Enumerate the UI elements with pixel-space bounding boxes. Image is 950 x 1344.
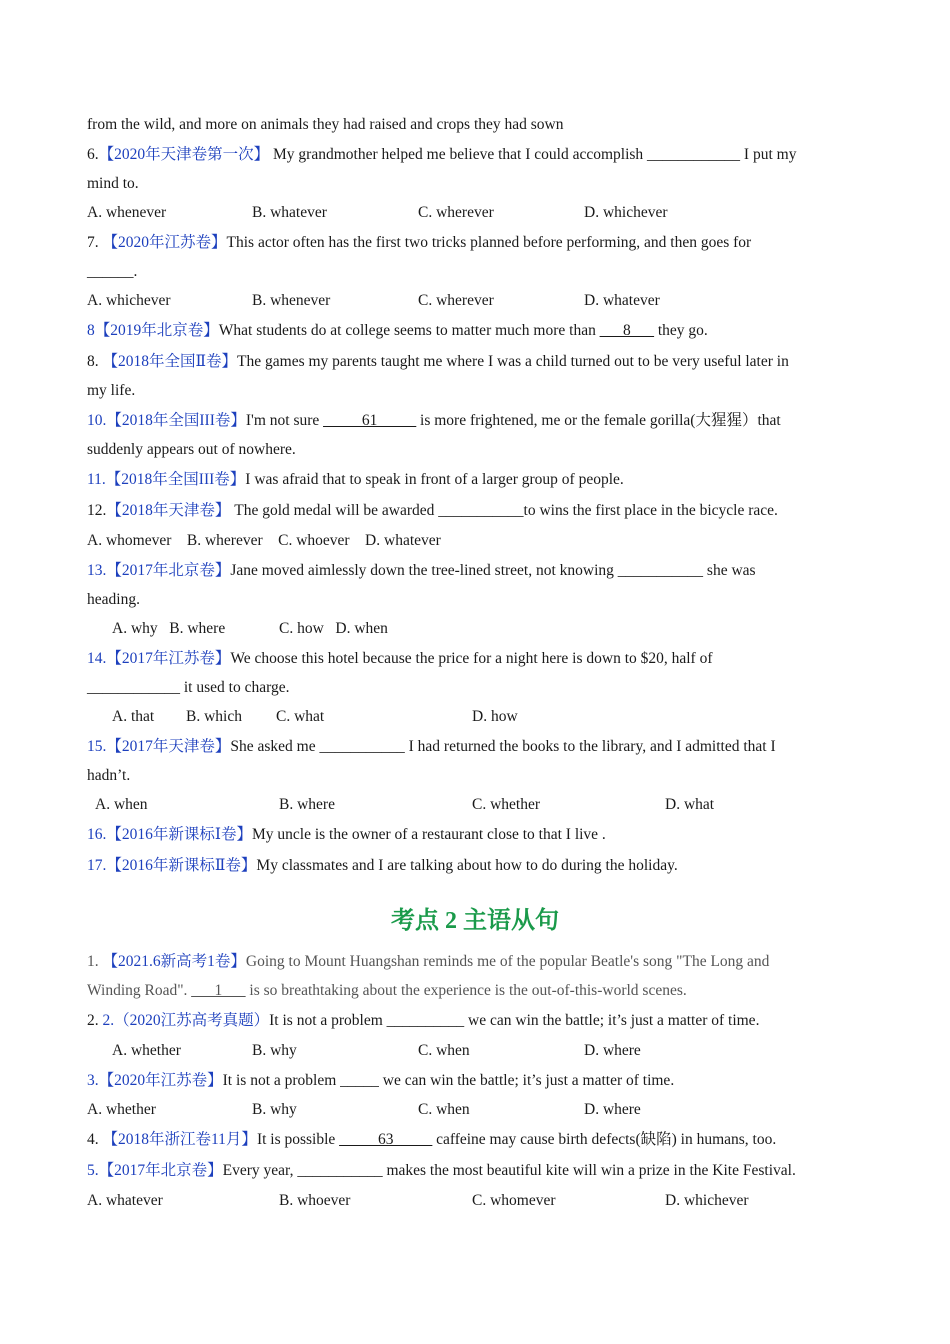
answer-blank: ___1___ xyxy=(191,982,246,999)
source-tag: 【2018年浙江卷11月】 xyxy=(102,1131,257,1148)
source-tag: 3.【2020年江苏卷】 xyxy=(87,1072,223,1089)
option-a: A. whether xyxy=(112,1042,181,1059)
source-tag: 【2018年天津卷】 xyxy=(106,502,231,519)
question-7: 7. 【2020年江苏卷】This actor often has the first two tricks planned before performing, and then goes for xyxy=(87,234,752,251)
option-d: D. where xyxy=(584,1101,641,1118)
question-8b-cont: my life. xyxy=(87,382,136,399)
option-c: C. wherever xyxy=(418,292,494,309)
source-tag: 17.【2016年新课标Ⅱ卷】 xyxy=(87,857,257,874)
section2-question-4: 4. 【2018年浙江卷11月】It is possible _____63_____ caffeine may cause birth defects(缺陷) in humans, too. xyxy=(87,1131,777,1148)
answer-blank: _____63_____ xyxy=(339,1131,433,1148)
option-d: D. how xyxy=(472,708,518,725)
source-tag: 5.【2017年北京卷】 xyxy=(87,1162,223,1179)
source-tag: 【2021.6新高考1卷】 xyxy=(102,953,246,970)
option-a: A. when xyxy=(95,796,148,813)
option-c: C. whomever xyxy=(472,1192,556,1209)
option-a: A. whenever xyxy=(87,204,167,221)
section-title: 考点 2 主语从句 xyxy=(391,908,559,934)
section2-question-5: 5.【2017年北京卷】Every year, ___________ makes the most beautiful kite will win a prize in the Kite Festival. xyxy=(87,1162,796,1179)
option-d: D. whichever xyxy=(584,204,668,221)
option-b: B. whenever xyxy=(252,292,331,309)
question-15: 15.【2017年天津卷】She asked me ___________ I had returned the books to the library, and I admitted that I xyxy=(87,738,776,755)
source-tag: 15.【2017年天津卷】 xyxy=(87,738,231,755)
option-a: A. that xyxy=(112,708,155,725)
question-14: 14.【2017年江苏卷】We choose this hotel because the price for a night here is down to $20, half of xyxy=(87,650,713,667)
question-6-cont: mind to. xyxy=(87,175,139,192)
answer-blank: _____61_____ xyxy=(323,412,417,429)
option-d: D. whichever xyxy=(665,1192,749,1209)
question-13-cont: heading. xyxy=(87,591,140,608)
question-6: 6.【2020年天津卷第一次】 My grandmother helped me believe that I could accomplish ____________ I put my xyxy=(87,146,797,163)
option-a: A. whichever xyxy=(87,292,171,309)
question-8b: 8. 【2018年全国Ⅱ卷】The games my parents taught me where I was a child turned out to be very useful later in xyxy=(87,353,789,370)
section2-question-3: 3.【2020年江苏卷】It is not a problem _____ we can win the battle; it’s just a matter of time. xyxy=(87,1072,675,1089)
option-c: C. what xyxy=(276,708,325,725)
continuation-line: from the wild, and more on animals they had raised and crops they had sown xyxy=(87,116,564,133)
option-ab: A. why B. where xyxy=(112,620,226,637)
question-8a: 8【2019年北京卷】What students do at college seems to matter much more than ___8___ they go. xyxy=(87,322,708,339)
option-b: B. which xyxy=(186,708,242,725)
source-tag: 【2020年天津卷第一次】 xyxy=(98,146,270,163)
source-tag: 8【2019年北京卷】 xyxy=(87,322,219,339)
option-c: C. when xyxy=(418,1042,470,1059)
option-d: D. where xyxy=(584,1042,641,1059)
option-d: D. whatever xyxy=(584,292,660,309)
question-11: 11.【2018年全国III卷】I was afraid that to speak in front of a larger group of people. xyxy=(87,471,624,488)
section2-question-1: 1. 【2021.6新高考1卷】Going to Mount Huangshan reminds me of the popular Beatle's song "The Long and xyxy=(87,953,770,970)
question-12: 12.【2018年天津卷】 The gold medal will be awarded ___________to wins the first place in the bicycle race. xyxy=(87,502,778,519)
source-tag: 16.【2016年新课标Ⅰ卷】 xyxy=(87,826,252,843)
option-d: D. what xyxy=(665,796,715,813)
option-b: B. where xyxy=(279,796,335,813)
option-c: C. whether xyxy=(472,796,541,813)
question-17: 17.【2016年新课标Ⅱ卷】My classmates and I are talking about how to do during the holiday. xyxy=(87,857,678,874)
option-b: B. why xyxy=(252,1042,297,1059)
option-c: C. when xyxy=(418,1101,470,1118)
question-14-cont: ____________ it used to charge. xyxy=(87,679,290,696)
source-tag: 14.【2017年江苏卷】 xyxy=(87,650,231,667)
option-a: A. whether xyxy=(87,1101,156,1118)
option-cd: C. how D. when xyxy=(279,620,388,637)
question-16: 16.【2016年新课标Ⅰ卷】My uncle is the owner of a restaurant close to that I live . xyxy=(87,826,606,843)
section2-question-2: 2. 2.（2020江苏高考真题）It is not a problem __________ we can win the battle; it’s just a matter of time. xyxy=(87,1012,760,1029)
question-15-cont: hadn’t. xyxy=(87,767,131,784)
option-b: B. whoever xyxy=(279,1192,351,1209)
section2-question-1-cont: Winding Road". ___1___ is so breathtaking about the experience is the out-of-this-world scenes. xyxy=(87,982,687,999)
option-a: A. whatever xyxy=(87,1192,163,1209)
source-tag: 13.【2017年北京卷】 xyxy=(87,562,231,579)
question-10-cont: suddenly appears out of nowhere. xyxy=(87,441,296,458)
question-13: 13.【2017年北京卷】Jane moved aimlessly down the tree-lined street, not knowing ___________ she was xyxy=(87,562,756,579)
source-tag: 10.【2018年全国III卷】 xyxy=(87,412,246,429)
source-tag: 11.【2018年全国III卷】 xyxy=(87,471,246,488)
question-7-cont: ______. xyxy=(87,263,138,280)
source-tag: 【2018年全国Ⅱ卷】 xyxy=(102,353,238,370)
source-tag: 2.（2020江苏高考真题） xyxy=(102,1012,270,1029)
option-c: C. wherever xyxy=(418,204,494,221)
question-12-options: A. whomever B. wherever C. whoever D. whatever xyxy=(87,532,441,549)
source-tag: 【2020年江苏卷】 xyxy=(102,234,227,251)
question-10: 10.【2018年全国III卷】I'm not sure _____61_____ is more frightened, me or the female gorilla(大猩猩）that xyxy=(87,412,781,429)
option-b: B. whatever xyxy=(252,204,327,221)
answer-blank: ___8___ xyxy=(599,322,654,339)
option-b: B. why xyxy=(252,1101,297,1118)
